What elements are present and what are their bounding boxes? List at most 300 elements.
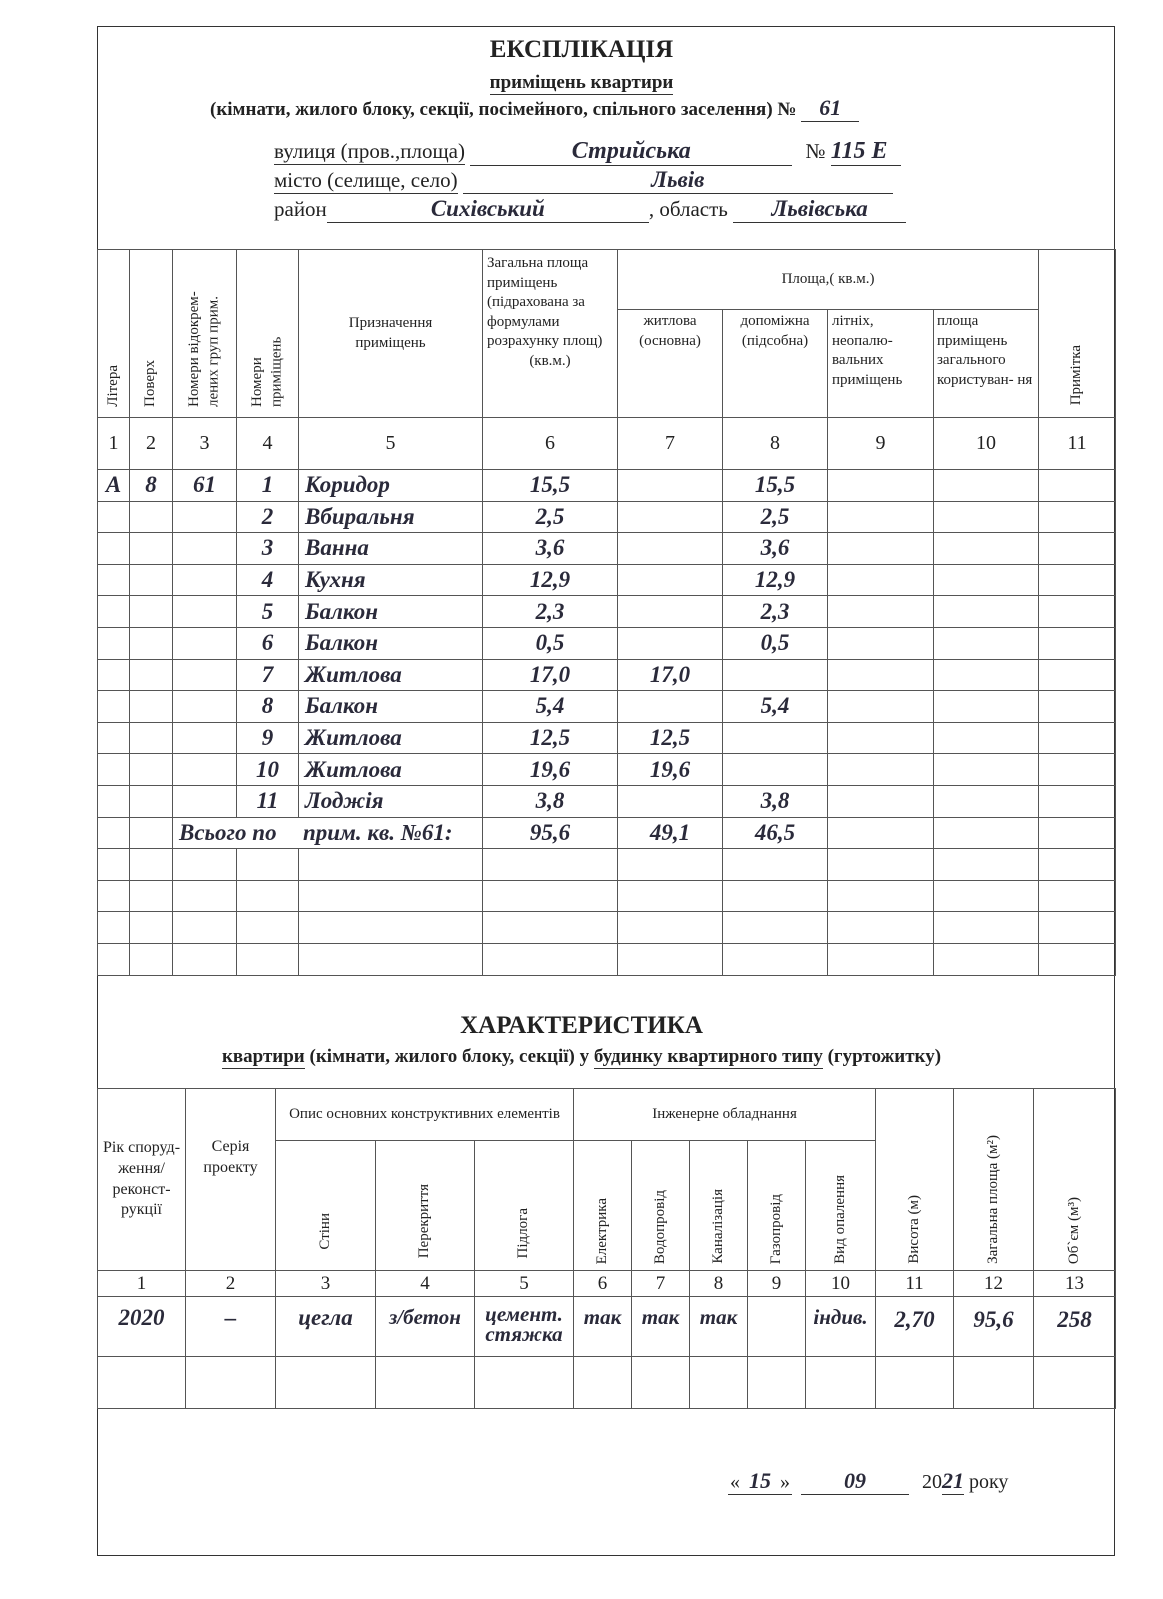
date-year-prefix: 20 — [922, 1471, 942, 1493]
cell-empty — [173, 849, 237, 881]
cell-empty — [934, 564, 1039, 596]
cell-group — [173, 785, 237, 817]
hdr-litera: Літера — [104, 365, 121, 407]
subtitle-text: приміщень квартири — [489, 72, 674, 93]
date-line — [728, 1468, 1008, 1495]
cell-purpose: Балкон — [299, 596, 483, 628]
cell-empty — [934, 880, 1039, 912]
cell-group — [173, 533, 237, 565]
cell-no: 5 — [237, 596, 299, 628]
oblast-label: , область — [648, 197, 728, 221]
doc-title: ЕКСПЛІКАЦІЯ — [489, 36, 674, 63]
cell-group — [173, 722, 237, 754]
cell-no: 10 — [237, 754, 299, 786]
cell-empty — [618, 849, 723, 881]
cell-aux: 0,5 — [723, 627, 828, 659]
cell-floor — [130, 596, 173, 628]
empty-row — [98, 912, 1116, 944]
hdr-floor-cell — [130, 250, 173, 418]
cell-empty — [1039, 691, 1116, 723]
char-water: так — [632, 1297, 690, 1357]
hdr-gas: Газопровід — [767, 1193, 784, 1264]
cell-aux: 2,5 — [723, 501, 828, 533]
hdr-heating: Вид опалення — [831, 1175, 848, 1264]
cell-empty — [237, 912, 299, 944]
total-label-a: Всього по — [179, 819, 277, 845]
table-row — [98, 501, 1116, 533]
char-gas — [748, 1297, 806, 1357]
col-num: 3 — [276, 1271, 376, 1297]
col-num: 2 — [130, 418, 173, 470]
cell-empty — [1039, 785, 1116, 817]
cell-floor — [130, 754, 173, 786]
cell-empty — [828, 533, 934, 565]
cell-empty — [130, 943, 173, 975]
col-num: 9 — [828, 418, 934, 470]
col-num: 12 — [954, 1271, 1034, 1297]
cell-litera — [98, 754, 130, 786]
cell-empty — [828, 880, 934, 912]
city-line — [274, 167, 893, 194]
cell-empty — [483, 943, 618, 975]
cell-empty — [173, 943, 237, 975]
cell-no: 9 — [237, 722, 299, 754]
table-row — [98, 785, 1116, 817]
cell-litera — [98, 533, 130, 565]
total-label-cell — [173, 817, 483, 849]
char-title: ХАРАКТЕРИСТИКА — [460, 1012, 703, 1039]
cell-empty — [934, 912, 1039, 944]
col-num: 5 — [475, 1271, 574, 1297]
cell-living — [618, 533, 723, 565]
hdr-rooms: Номери приміщень — [248, 336, 284, 407]
table-row — [98, 691, 1116, 723]
empty-row — [98, 880, 1116, 912]
cell-group — [173, 596, 237, 628]
table-row — [98, 627, 1116, 659]
hdr-litera-cell — [98, 250, 130, 418]
cell-no: 6 — [237, 627, 299, 659]
char-floor-cover: цемент. стяжка — [475, 1297, 574, 1357]
cell-aux — [723, 722, 828, 754]
cell-floor — [130, 691, 173, 723]
cell-empty — [828, 912, 934, 944]
char-volume: 258 — [1034, 1297, 1116, 1357]
char-heating: індив. — [806, 1297, 876, 1357]
cell-group — [173, 754, 237, 786]
cell-litera — [98, 691, 130, 723]
city-label: місто (селище, село) — [274, 168, 458, 192]
cell-litera — [98, 722, 130, 754]
total-label-b: прим. кв. №61: — [303, 819, 453, 845]
hdr-walls-cell — [276, 1141, 376, 1271]
hdr-volume-cell — [1034, 1089, 1116, 1271]
street-value: Стрийська — [470, 138, 792, 166]
subtitle2-text: (кімнати, жилого блоку, секції, посімейного, спільного заселення) № — [210, 99, 797, 120]
cell-empty — [483, 849, 618, 881]
hdr-year: Рік споруд- ження/ реконст- рукції — [98, 1089, 186, 1271]
cell-total: 3,6 — [483, 533, 618, 565]
cell-living: 12,5 — [618, 722, 723, 754]
cell-no: 2 — [237, 501, 299, 533]
cell-living: 19,6 — [618, 754, 723, 786]
cell-empty — [723, 912, 828, 944]
cell-empty — [828, 501, 934, 533]
date-open-quote: « — [730, 1471, 740, 1493]
hdr-height: Висота (м) — [905, 1195, 922, 1264]
apartment-number: 61 — [801, 95, 859, 122]
cell-empty — [1039, 943, 1116, 975]
cell-purpose: Кухня — [299, 564, 483, 596]
col-num: 5 — [299, 418, 483, 470]
empty-row — [98, 943, 1116, 975]
cell-total: 2,5 — [483, 501, 618, 533]
cell-total: 19,6 — [483, 754, 618, 786]
cell-no: 11 — [237, 785, 299, 817]
table-row — [98, 470, 1116, 502]
cell-no: 7 — [237, 659, 299, 691]
cell-empty — [98, 880, 130, 912]
cell-empty — [934, 596, 1039, 628]
hdr-area-cell — [954, 1089, 1034, 1271]
table-row — [98, 722, 1116, 754]
doc-subtitle2 — [210, 95, 859, 122]
cell-empty — [934, 785, 1039, 817]
cell-living — [618, 564, 723, 596]
cell-empty — [98, 912, 130, 944]
cell-purpose: Балкон — [299, 691, 483, 723]
cell-purpose: Ванна — [299, 533, 483, 565]
cell-empty — [723, 849, 828, 881]
hdr-sewer: Каналізація — [709, 1189, 726, 1264]
hdr-floors-cell — [376, 1141, 475, 1271]
cell-empty — [828, 849, 934, 881]
cell-empty — [723, 943, 828, 975]
cell-litera — [98, 659, 130, 691]
hdr-groups-cell — [173, 250, 237, 418]
cell-no: 8 — [237, 691, 299, 723]
cell-total: 5,4 — [483, 691, 618, 723]
cell-litera — [98, 596, 130, 628]
col-num: 10 — [806, 1271, 876, 1297]
cell-empty — [1039, 533, 1116, 565]
hdr-floor: Поверх — [142, 360, 159, 407]
cell-purpose: Житлова — [299, 722, 483, 754]
cell-empty — [1039, 501, 1116, 533]
cell-empty — [98, 849, 130, 881]
house-value: 115 Е — [831, 138, 901, 166]
char-sub-b: (кімнати, жилого блоку, секції) у — [304, 1046, 594, 1067]
cell-empty — [934, 501, 1039, 533]
cell-group: 61 — [173, 470, 237, 502]
cell-no: 4 — [237, 564, 299, 596]
cell-living — [618, 627, 723, 659]
cell-aux: 15,5 — [723, 470, 828, 502]
cell-group — [173, 659, 237, 691]
cell-empty — [934, 691, 1039, 723]
district-line — [274, 196, 906, 223]
col-num: 8 — [723, 418, 828, 470]
cell-litera — [98, 785, 130, 817]
cell-empty — [828, 722, 934, 754]
cell-empty — [1039, 564, 1116, 596]
table-row — [98, 533, 1116, 565]
cell-empty — [828, 596, 934, 628]
cell-empty — [1039, 596, 1116, 628]
cell-empty — [1039, 754, 1116, 786]
char-year: 2020 — [98, 1297, 186, 1357]
cell-empty — [1039, 912, 1116, 944]
cell-empty — [299, 880, 483, 912]
hdr-total-area-cell — [483, 250, 618, 418]
cell-living — [618, 785, 723, 817]
char-area: 95,6 — [954, 1297, 1034, 1357]
hdr-area-group: Площа,( кв.м.) — [618, 250, 1039, 310]
total-area-value: 95,6 — [483, 817, 618, 849]
col-num: 7 — [618, 418, 723, 470]
cell-litera — [98, 627, 130, 659]
cell-aux: 3,8 — [723, 785, 828, 817]
cell-empty — [828, 627, 934, 659]
street-label: вулиця (пров.,площа) — [274, 139, 465, 163]
char-floors: з/бетон — [376, 1297, 475, 1357]
cell-purpose: Житлова — [299, 659, 483, 691]
cell-aux: 2,3 — [723, 596, 828, 628]
hdr-gas-cell — [748, 1141, 806, 1271]
doc-subtitle — [0, 72, 1163, 95]
empty-row — [98, 849, 1116, 881]
table-row — [98, 596, 1116, 628]
cell-total: 15,5 — [483, 470, 618, 502]
date-day-group — [728, 1468, 792, 1495]
cell-group — [173, 564, 237, 596]
hdr-floors: Перекриття — [416, 1183, 433, 1258]
cell-aux: 3,6 — [723, 533, 828, 565]
cell-total: 3,8 — [483, 785, 618, 817]
col-num: 3 — [173, 418, 237, 470]
hdr-volume: Об`єм (м³) — [1065, 1196, 1082, 1264]
hdr-heating-cell — [806, 1141, 876, 1271]
cell-floor — [130, 659, 173, 691]
cell-empty — [934, 754, 1039, 786]
col-num: 8 — [690, 1271, 748, 1297]
cell-empty — [237, 849, 299, 881]
cell-empty — [130, 880, 173, 912]
cell-empty — [618, 880, 723, 912]
hdr-floor-cover: Підлога — [515, 1207, 532, 1258]
cell-empty — [828, 659, 934, 691]
cell-empty — [299, 943, 483, 975]
cell-total: 12,5 — [483, 722, 618, 754]
char-col-number-row — [98, 1271, 1116, 1297]
hdr-area: Загальна площа (м²) — [984, 1135, 1001, 1264]
cell-total: 0,5 — [483, 627, 618, 659]
cell-empty — [618, 912, 723, 944]
col-num: 6 — [483, 418, 618, 470]
cell-empty — [828, 943, 934, 975]
hdr-electric: Електрика — [593, 1197, 610, 1264]
col-num: 11 — [876, 1271, 954, 1297]
cell-living — [618, 501, 723, 533]
cell-floor — [130, 533, 173, 565]
hdr-summer: літніх, неопалю- вальних приміщень — [828, 310, 934, 418]
col-num: 4 — [376, 1271, 475, 1297]
cell-empty — [828, 691, 934, 723]
hdr-height-cell — [876, 1089, 954, 1271]
cell-empty — [130, 912, 173, 944]
cell-group — [173, 691, 237, 723]
char-height: 2,70 — [876, 1297, 954, 1357]
cell-floor — [130, 785, 173, 817]
oblast-value: Львівська — [733, 196, 906, 223]
cell-empty — [934, 943, 1039, 975]
cell-empty — [299, 912, 483, 944]
cell-empty — [1039, 627, 1116, 659]
cell-group — [173, 627, 237, 659]
col-num: 13 — [1034, 1271, 1116, 1297]
cell-floor — [130, 722, 173, 754]
cell-empty — [1039, 722, 1116, 754]
col-num: 2 — [186, 1271, 276, 1297]
cell-empty — [934, 627, 1039, 659]
cell-aux: 12,9 — [723, 564, 828, 596]
date-word: року — [969, 1471, 1009, 1493]
cell-purpose: Коридор — [299, 470, 483, 502]
date-month: 09 — [801, 1468, 909, 1495]
char-empty-row — [98, 1357, 1116, 1409]
cell-empty — [723, 880, 828, 912]
cell-empty — [1039, 849, 1116, 881]
col-num: 7 — [632, 1271, 690, 1297]
cell-living: 17,0 — [618, 659, 723, 691]
hdr-water-cell — [632, 1141, 690, 1271]
table-row — [98, 659, 1116, 691]
cell-empty — [1039, 470, 1116, 502]
col-num: 10 — [934, 418, 1039, 470]
hdr-total-area-unit: (кв.м.) — [529, 352, 571, 369]
street-line — [274, 138, 901, 166]
total-row — [98, 817, 1116, 849]
cell-empty — [483, 912, 618, 944]
cell-floor — [130, 501, 173, 533]
cell-purpose: Житлова — [299, 754, 483, 786]
table-row — [98, 754, 1116, 786]
cell-empty — [1039, 659, 1116, 691]
cell-empty — [173, 912, 237, 944]
house-label: № — [805, 139, 826, 163]
hdr-sewer-cell — [690, 1141, 748, 1271]
cell-empty — [98, 943, 130, 975]
cell-group — [173, 501, 237, 533]
cell-living — [618, 470, 723, 502]
district-value: Сихівський — [327, 196, 649, 223]
cell-litera — [98, 564, 130, 596]
cell-empty — [934, 533, 1039, 565]
cell-living — [618, 691, 723, 723]
hdr-purpose: Призначення приміщень — [299, 250, 483, 418]
hdr-living: житлова (основна) — [618, 310, 723, 418]
city-value: Львів — [463, 167, 893, 194]
char-sub-a: квартири — [221, 1046, 305, 1067]
cell-empty — [934, 849, 1039, 881]
hdr-walls: Стіни — [316, 1213, 333, 1250]
date-close-quote: » — [780, 1471, 790, 1493]
cell-empty — [483, 880, 618, 912]
cell-empty — [828, 754, 934, 786]
char-sub-c: будинку квартирного типу — [593, 1046, 823, 1067]
cell-purpose: Балкон — [299, 627, 483, 659]
total-aux-value: 46,5 — [723, 817, 828, 849]
hdr-groups: Номери відокрем- лених груп прим. — [185, 291, 221, 407]
cell-no: 1 — [237, 470, 299, 502]
cell-litera: А — [98, 470, 130, 502]
hdr-aux: допоміжна (підсобна) — [723, 310, 828, 418]
hdr-rooms-cell — [237, 250, 299, 418]
explication-table — [97, 249, 1116, 976]
char-sewer: так — [690, 1297, 748, 1357]
char-subtitle — [0, 1046, 1163, 1069]
hdr-engineering: Інженерне обладнання — [574, 1089, 876, 1141]
date-year-suffix: 21 — [942, 1468, 964, 1493]
cell-total: 2,3 — [483, 596, 618, 628]
table-row — [98, 564, 1116, 596]
cell-living — [618, 596, 723, 628]
cell-empty — [828, 470, 934, 502]
col-number-row — [98, 418, 1116, 470]
cell-floor — [130, 564, 173, 596]
col-num: 4 — [237, 418, 299, 470]
cell-aux — [723, 754, 828, 786]
district-label: район — [274, 197, 327, 221]
date-day: 15 — [749, 1468, 771, 1493]
hdr-desc: Опис основних конструктивних елементів — [276, 1089, 574, 1141]
hdr-common: площа приміщень загального користуван- ня — [934, 310, 1039, 418]
cell-total: 12,9 — [483, 564, 618, 596]
cell-empty — [934, 659, 1039, 691]
cell-empty — [237, 880, 299, 912]
char-electric: так — [574, 1297, 632, 1357]
hdr-note: Примітка — [1068, 344, 1085, 405]
col-num: 11 — [1039, 418, 1116, 470]
hdr-water: Водопровід — [651, 1189, 668, 1264]
cell-floor: 8 — [130, 470, 173, 502]
char-series: – — [186, 1297, 276, 1357]
col-num: 6 — [574, 1271, 632, 1297]
cell-aux: 5,4 — [723, 691, 828, 723]
hdr-electric-cell — [574, 1141, 632, 1271]
cell-empty — [237, 943, 299, 975]
hdr-note-cell — [1039, 250, 1116, 418]
hdr-total-area: Загальна площа приміщень (підрахована за формулами розрахунку площ) — [487, 255, 603, 349]
cell-empty — [1039, 880, 1116, 912]
characteristic-table — [97, 1088, 1116, 1409]
cell-no: 3 — [237, 533, 299, 565]
char-walls: цегла — [276, 1297, 376, 1357]
char-sub-d: (гуртожитку) — [822, 1046, 942, 1067]
cell-empty — [934, 722, 1039, 754]
cell-empty — [618, 943, 723, 975]
cell-aux — [723, 659, 828, 691]
cell-empty — [934, 470, 1039, 502]
cell-floor — [130, 627, 173, 659]
cell-empty — [173, 880, 237, 912]
cell-empty — [299, 849, 483, 881]
cell-total: 17,0 — [483, 659, 618, 691]
col-num: 1 — [98, 418, 130, 470]
col-num: 9 — [748, 1271, 806, 1297]
cell-empty — [828, 785, 934, 817]
cell-empty — [130, 849, 173, 881]
